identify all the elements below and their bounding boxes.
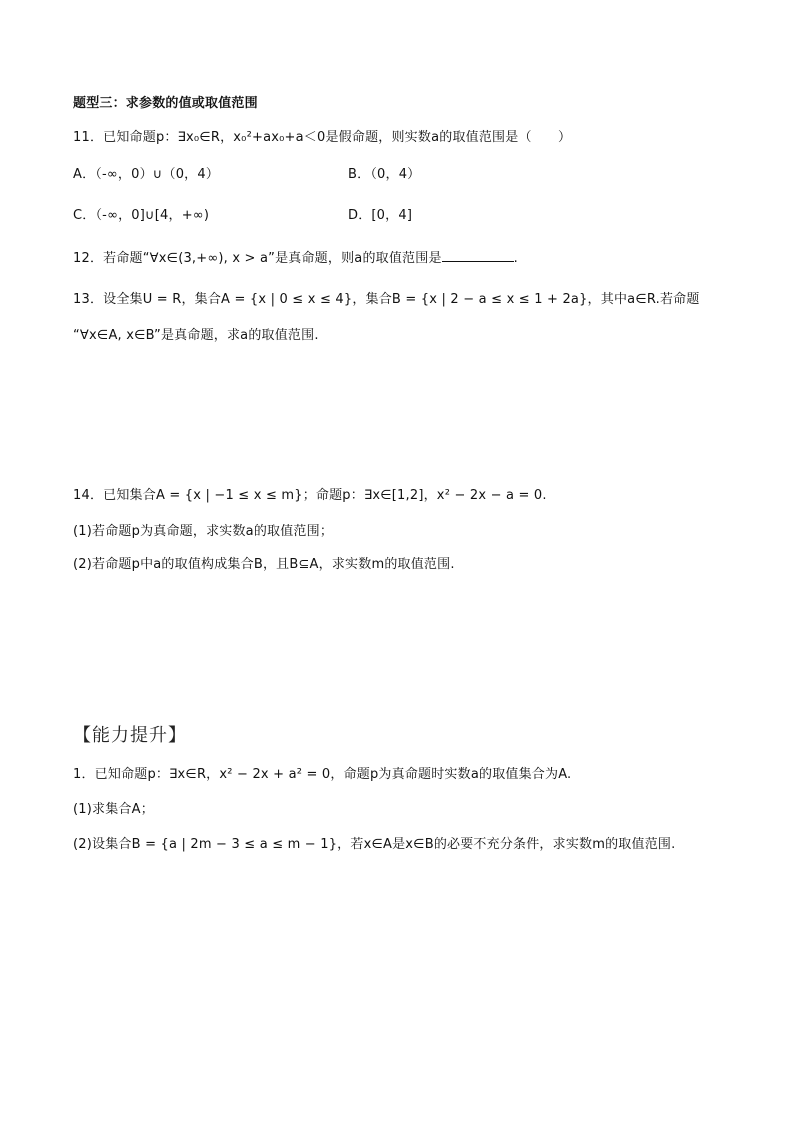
question-11-option-d: D．[0，4]: [348, 208, 413, 223]
question-12-period: .: [513, 251, 518, 266]
problem-1-part-2: (2)设集合B = {a | 2m − 3 ≤ a ≤ m − 1}，若x∈A是x∈B的必要不充分条件，求实数m的取值范围.: [73, 837, 676, 852]
problem-1-part-1: (1)求集合A；: [73, 802, 154, 817]
problem-1-stem: 1．已知命题p：∃x∈R，x² − 2x + a² = 0，命题p为真命题时实数a的取值集合为A.: [73, 767, 572, 782]
question-13-line-1: 13．设全集U = R，集合A = {x | 0 ≤ x ≤ 4}，集合B = {x | 2 − a ≤ x ≤ 1 + 2a}，其中a∈R.若命题: [73, 292, 700, 307]
section-heading: 题型三：求参数的值或取值范围: [73, 96, 258, 111]
question-11-option-c: C．（-∞，0]∪[4，+∞): [73, 208, 210, 223]
question-11-stem: 11．已知命题p：∃x₀∈R，x₀²+ax₀+a＜0是假命题，则实数a的取值范围是（ ）: [73, 130, 572, 145]
question-14-stem: 14．已知集合A = {x | −1 ≤ x ≤ m}；命题p：∃x∈[1,2]，x² − 2x − a = 0.: [73, 488, 547, 503]
question-11-option-b: B．（0，4）: [348, 167, 421, 182]
question-11-option-a: A．（-∞，0）∪（0，4）: [73, 167, 220, 182]
question-12-text: 12．若命题“∀x∈(3,+∞), x > a”是真命题，则a的取值范围是: [73, 251, 442, 266]
answer-blank[interactable]: [442, 249, 514, 262]
question-14-part-2: (2)若命题p中a的取值构成集合B，且B⊆A，求实数m的取值范围.: [73, 557, 455, 572]
question-13-line-2: “∀x∈A, x∈B”是真命题，求a的取值范围.: [73, 328, 319, 343]
question-12: [73, 249, 518, 268]
section-title-ability: 【能力提升】: [73, 725, 187, 746]
question-14-part-1: (1)若命题p为真命题，求实数a的取值范围；: [73, 524, 334, 539]
